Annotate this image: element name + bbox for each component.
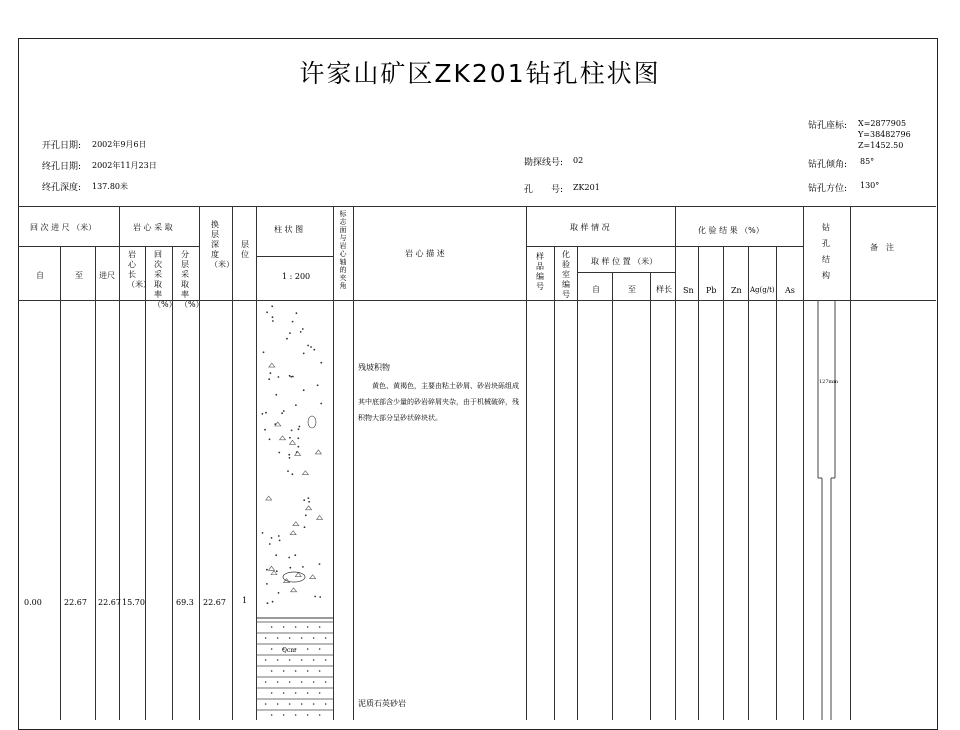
page-title: 许家山矿区ZK201钻孔柱状图 <box>299 59 661 88</box>
end-date: 2002年11月23日 <box>92 161 157 170</box>
start-date-label: 开孔日期: <box>42 141 82 151</box>
casing-label: 127mm <box>819 379 839 385</box>
row-change-depth: 22.67 <box>203 598 226 607</box>
inclination: 85° <box>860 157 875 166</box>
col-line <box>95 246 96 720</box>
coord-y: Y=38482796 <box>858 130 911 139</box>
line-no-label: 勘探线号: <box>524 158 564 168</box>
col-run-recovery: 回次采取率（%） <box>153 250 177 309</box>
section-label: Qcm <box>282 647 296 654</box>
row-layer-recovery: 69.3 <box>176 598 194 607</box>
desc-body: 黄色、黄褐色，主要由粘土砂屑、砂岩块砾组成其中底部含少量的砂岩碎屑夹杂，由于机械破碎，残积物大部分呈砂状碎块状。 <box>358 382 519 422</box>
row-layer: 1 <box>242 596 248 605</box>
azimuth-label: 钻孔方位: <box>808 184 848 194</box>
col-line <box>145 246 146 720</box>
header-divider <box>526 246 803 247</box>
row-to: 22.67 <box>64 598 87 607</box>
col-scale: 1 : 200 <box>282 272 311 281</box>
col-line <box>199 206 200 720</box>
col-sampling: 取 样 情 况 <box>570 223 610 232</box>
desc-heading: 残坡积物 <box>358 363 390 372</box>
col-line <box>650 272 651 720</box>
col-pos-to: 至 <box>628 285 636 294</box>
col-core-length: 岩心长（米） <box>127 250 151 289</box>
row-from: 0.00 <box>24 598 42 607</box>
col-run-footage: 回 次 进 尺 （米） <box>30 223 97 232</box>
col-line <box>554 246 555 720</box>
azimuth: 130° <box>860 181 880 190</box>
coord-x: X=2877905 <box>858 119 907 128</box>
col-sample-len: 样长 <box>656 285 672 294</box>
coord-z: Z=1452.50 <box>858 141 904 150</box>
col-pb: Pb <box>706 286 717 295</box>
table-top-border <box>18 206 936 207</box>
end-date-label: 终孔日期: <box>42 162 82 172</box>
hole-structure-graphic <box>803 300 850 720</box>
col-line <box>776 246 777 720</box>
final-depth-label: 终孔深度: <box>42 183 82 193</box>
col-ag: Ag(g/t) <box>750 286 775 294</box>
final-depth: 137.80米 <box>92 182 128 191</box>
col-zn: Zn <box>731 286 742 295</box>
col-layer-recovery: 分层采取率（%） <box>180 250 204 309</box>
col-line <box>577 246 578 720</box>
col-line <box>60 246 61 720</box>
col-core-recovery: 岩 心 采 取 <box>133 223 173 232</box>
col-change-depth: 换层深度（米） <box>210 220 234 269</box>
hole-no-label: 孔 号: <box>524 185 564 195</box>
line-no: 02 <box>573 156 584 165</box>
col-chem-no: 化验室编号 <box>562 250 570 299</box>
col-pos-from: 自 <box>592 285 600 294</box>
col-line <box>172 246 173 720</box>
col-line <box>850 206 851 720</box>
col-sample-pos: 取 样 位 置 （米） <box>591 257 658 266</box>
desc-heading-2: 泥质石英砂岩 <box>358 699 406 708</box>
hole-no: ZK201 <box>573 183 600 192</box>
col-line <box>232 206 233 720</box>
col-remarks: 备 注 <box>870 243 894 252</box>
col-assay: 化 验 结 果 （%） <box>698 226 764 235</box>
inclination-label: 钻孔倾角: <box>808 160 848 170</box>
row-footage: 22.67 <box>98 598 121 607</box>
col-line <box>675 206 676 720</box>
col-line <box>353 206 354 720</box>
col-line <box>119 206 120 720</box>
start-date: 2002年9月6日 <box>92 140 147 149</box>
col-line <box>612 272 613 720</box>
coord-label: 钻孔座标: <box>808 121 848 131</box>
col-line <box>723 246 724 720</box>
col-from: 自 <box>36 271 44 280</box>
col-line <box>526 206 527 720</box>
col-column-section: 柱 状 图 <box>274 225 304 234</box>
col-layer-no: 层位 <box>241 240 249 259</box>
col-sn: Sn <box>683 286 694 295</box>
col-to: 至 <box>75 271 83 280</box>
col-line <box>698 246 699 720</box>
col-line <box>748 246 749 720</box>
lithology-column <box>256 300 333 720</box>
header-divider <box>18 246 199 247</box>
col-angle: 标志面与岩心轴的夹角 <box>339 210 347 290</box>
header-divider <box>577 272 675 273</box>
col-sample-no: 样品编号 <box>536 252 544 291</box>
col-hole-structure: 钻孔结构 <box>822 223 830 280</box>
col-core-desc: 岩 心 描 述 <box>405 249 445 258</box>
col-line <box>333 206 334 720</box>
col-as: As <box>785 286 795 295</box>
row-core-length: 15.70 <box>122 598 145 607</box>
header-divider <box>256 256 333 257</box>
col-footage: 进尺 <box>99 271 115 280</box>
